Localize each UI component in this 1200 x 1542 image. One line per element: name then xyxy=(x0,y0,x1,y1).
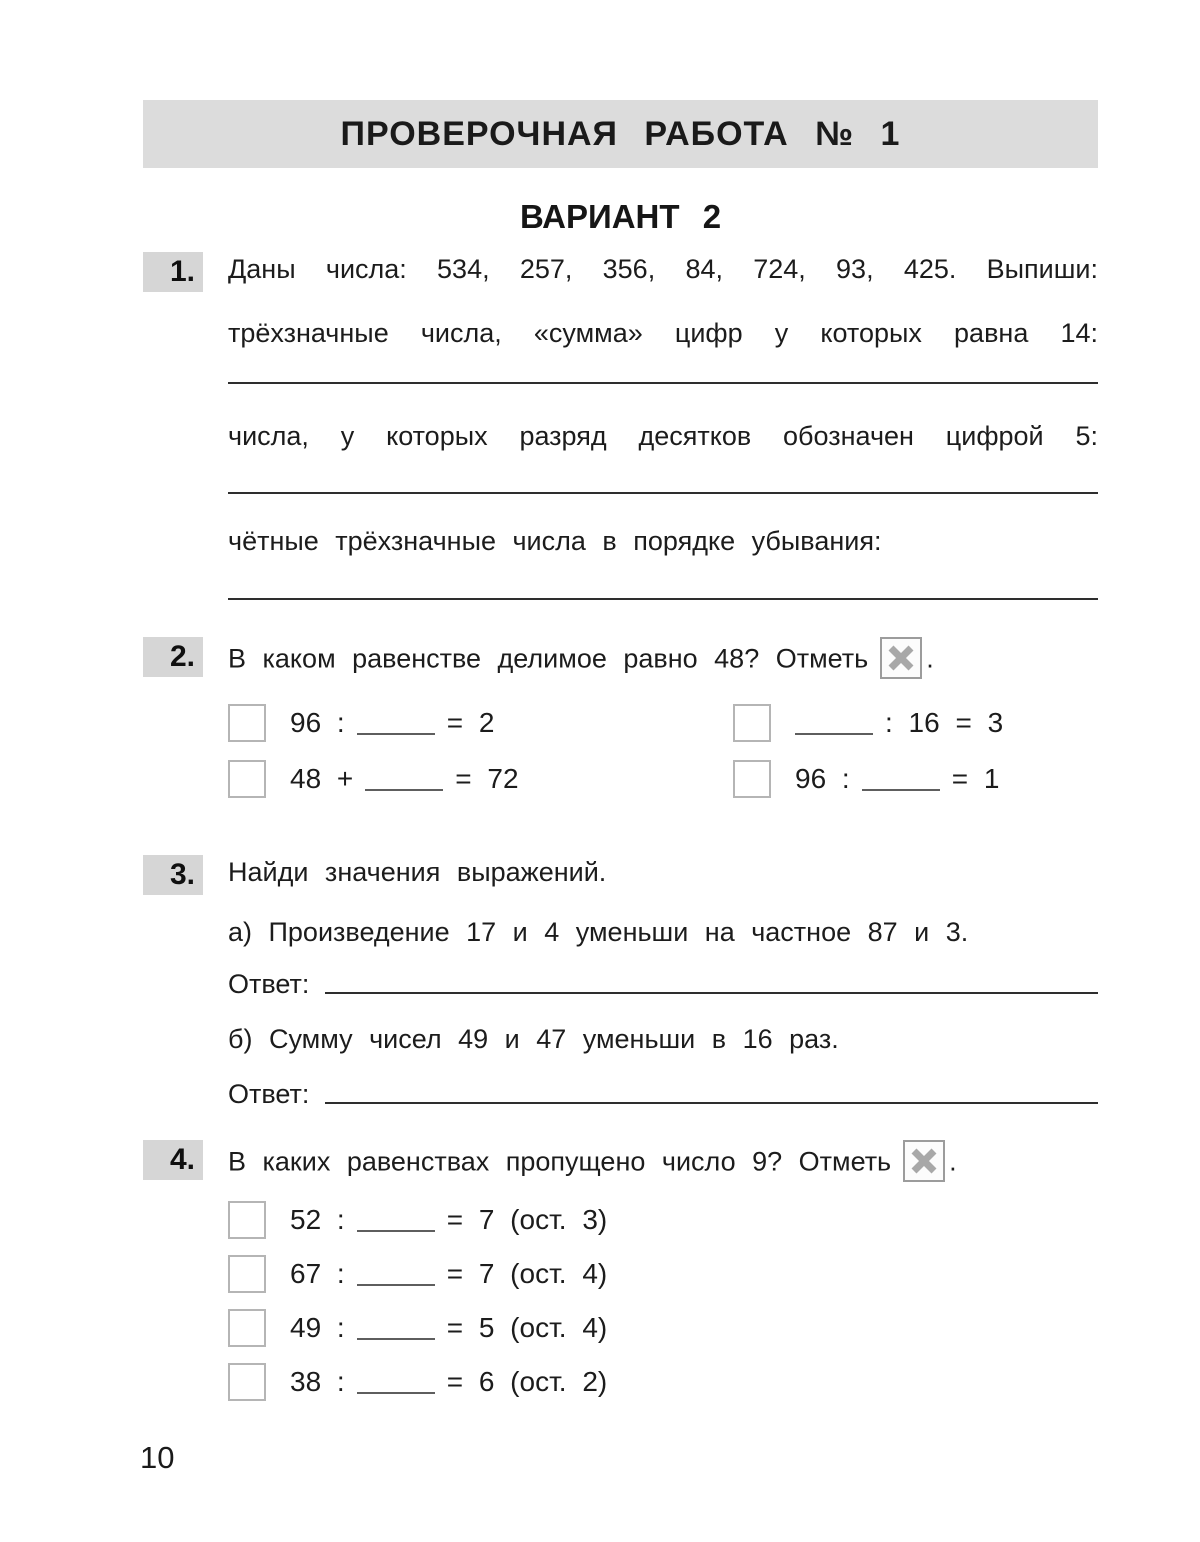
task-4-equations xyxy=(228,1201,1098,1401)
task-3-body xyxy=(228,855,1098,1111)
answer-checkbox[interactable] xyxy=(228,1201,266,1239)
task-4 xyxy=(143,1140,1098,1401)
equation-row xyxy=(733,704,1098,742)
header-band xyxy=(143,100,1098,168)
equation-text: : 16 = 3 xyxy=(885,707,1004,738)
task-4-number-badge: 4. xyxy=(143,1140,203,1180)
answer-write-line-1[interactable] xyxy=(228,382,1098,384)
equation-text: 52 : xyxy=(290,1204,345,1235)
answer-blank[interactable] xyxy=(795,733,873,735)
task-3-answer-a xyxy=(228,967,1098,1001)
task-4-body xyxy=(228,1140,1098,1401)
answer-blank[interactable] xyxy=(357,1338,435,1340)
task-3-number-badge: 3. xyxy=(143,855,203,895)
answer-label: Ответ: xyxy=(228,1079,310,1109)
task-2-prompt-suffix: . xyxy=(926,643,934,674)
equation-text: = 7 (ост. 4) xyxy=(446,1258,608,1289)
answer-write-line-3[interactable] xyxy=(228,598,1098,600)
task-4-prompt xyxy=(228,1140,1098,1187)
answer-blank[interactable] xyxy=(862,789,940,791)
page-number: 10 xyxy=(140,1440,175,1475)
equation-text: 67 : xyxy=(290,1258,345,1289)
equation-text: = 7 (ост. 3) xyxy=(446,1204,608,1235)
equation-text: 96 : xyxy=(290,707,345,738)
task-3-answer-b xyxy=(228,1077,1098,1111)
task-2-prompt-text: В каком равенстве делимое равно 48? Отметь xyxy=(228,643,869,674)
task-3-item-b: б) Сумму чисел 49 и 47 уменьши в 16 раз. xyxy=(228,1024,839,1054)
equation-row xyxy=(228,1255,1098,1293)
answer-checkbox[interactable] xyxy=(228,704,266,742)
task-1-text-line-3: числа, у которых разряд десятков обозначен цифрой 5: xyxy=(228,421,1098,451)
task-1-body xyxy=(228,252,1098,600)
answer-blank[interactable] xyxy=(365,789,443,791)
answer-blank[interactable] xyxy=(357,1284,435,1286)
task-3-prompt: Найди значения выражений. xyxy=(228,857,607,887)
task-2-prompt xyxy=(228,637,1098,684)
x-mark-checkbox-example xyxy=(903,1140,945,1182)
task-2-equations xyxy=(228,704,1098,798)
answer-label: Ответ: xyxy=(228,969,310,999)
equation-text: 48 + xyxy=(290,763,354,794)
equation-text: 38 : xyxy=(290,1366,345,1397)
task-3-item-a: а) Произведение 17 и 4 уменьши на частное 87 и 3. xyxy=(228,917,969,947)
task-4-prompt-suffix: . xyxy=(949,1146,957,1177)
task-2-body xyxy=(228,637,1098,798)
answer-checkbox[interactable] xyxy=(733,760,771,798)
equation-text: 96 : xyxy=(795,763,850,794)
answer-blank[interactable] xyxy=(357,1392,435,1394)
equation-row xyxy=(228,1201,1098,1239)
x-mark-icon xyxy=(886,643,916,673)
equation-text: = 6 (ост. 2) xyxy=(446,1366,608,1397)
task-4-prompt-text: В каких равенствах пропущено число 9? Отметь xyxy=(228,1146,892,1177)
answer-write-line-b[interactable] xyxy=(325,1102,1098,1104)
task-1 xyxy=(143,252,1098,600)
equation-row xyxy=(228,1363,1098,1401)
answer-blank[interactable] xyxy=(357,733,435,735)
task-3 xyxy=(143,855,1098,1111)
equation-text: = 72 xyxy=(455,763,519,794)
answer-blank[interactable] xyxy=(357,1230,435,1232)
equation-text: = 2 xyxy=(446,707,495,738)
equation-row xyxy=(733,760,1098,798)
answer-checkbox[interactable] xyxy=(733,704,771,742)
answer-checkbox[interactable] xyxy=(228,1363,266,1401)
answer-checkbox[interactable] xyxy=(228,1255,266,1293)
equation-text: = 1 xyxy=(951,763,1000,794)
task-1-text-line-4: чётные трёхзначные числа в порядке убывания: xyxy=(228,526,882,556)
equation-text: = 5 (ост. 4) xyxy=(446,1312,608,1343)
variant-title: ВАРИАНТ 2 xyxy=(519,198,722,235)
answer-checkbox[interactable] xyxy=(228,1309,266,1347)
task-2 xyxy=(143,637,1098,798)
x-mark-checkbox-example xyxy=(880,637,922,679)
answer-write-line-a[interactable] xyxy=(325,992,1098,994)
worksheet-content xyxy=(143,252,1098,1401)
equation-row xyxy=(228,704,733,742)
x-mark-icon xyxy=(909,1146,939,1176)
task-1-text-line-2: трёхзначные числа, «сумма» цифр у которых равна 14: xyxy=(228,318,1098,348)
task-1-text-line-1: Даны числа: 534, 257, 356, 84, 724, 93, 425. Выпиши: xyxy=(228,254,1098,284)
page-title: ПРОВЕРОЧНАЯ РАБОТА № 1 xyxy=(340,114,901,153)
equation-row xyxy=(228,760,733,798)
equation-row xyxy=(228,1309,1098,1347)
task-1-number-badge: 1. xyxy=(143,252,203,292)
equation-text: 49 : xyxy=(290,1312,345,1343)
answer-checkbox[interactable] xyxy=(228,760,266,798)
task-2-number-badge: 2. xyxy=(143,637,203,677)
answer-write-line-2[interactable] xyxy=(228,492,1098,494)
